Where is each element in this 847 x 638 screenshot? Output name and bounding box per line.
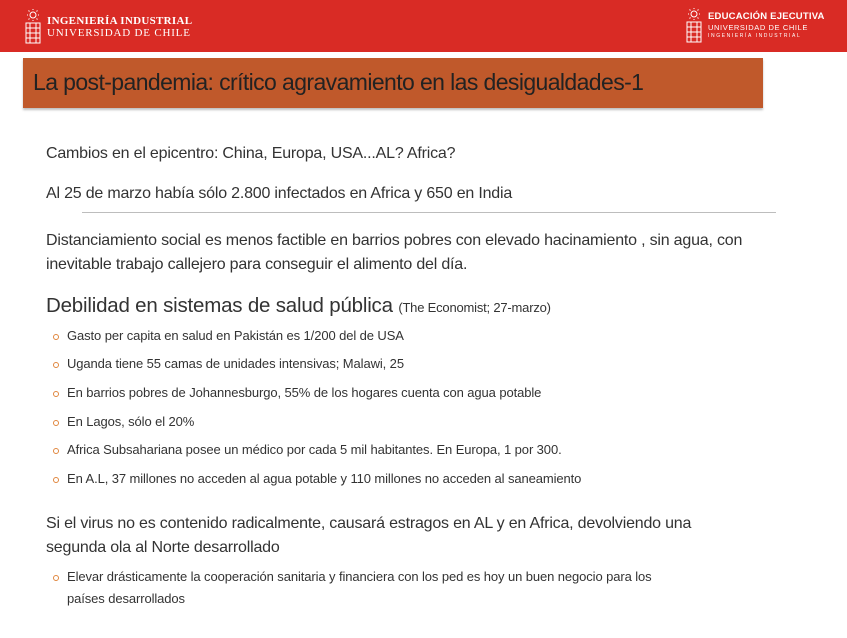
slide-title-bar xyxy=(23,58,763,108)
university-crest-icon xyxy=(24,9,42,45)
list-item: Elevar drásticamente la cooperación sanitaria y financiera con los ped es hoy un buen negocio para los xyxy=(67,569,652,584)
list-item: Gasto per capita en salud en Pakistán es 1/200 del de USA xyxy=(67,328,404,343)
paragraph-conclusion-line1: Si el virus no es contenido radicalmente, causará estragos en AL y en Africa, devolviendo una xyxy=(46,515,692,532)
health-section-heading xyxy=(46,294,551,318)
paragraph-epicenter: Cambios en el epicentro: China, Europa, USA...AL? Africa? xyxy=(46,145,456,162)
list-item: Africa Subsahariana posee un médico por cada 5 mil habitantes. En Europa, 1 por 300. xyxy=(67,442,562,457)
paragraph-distancing-line2: inevitable trabajo callejero para conseguir el alimento del día. xyxy=(46,256,468,273)
ingenieria-industrial-logo xyxy=(24,9,192,45)
health-heading-text: Debilidad en sistemas de salud pública xyxy=(46,294,393,317)
paragraph-conclusion-line2: segunda ola al Norte desarrollado xyxy=(46,539,280,556)
educacion-ejecutiva-logo xyxy=(685,8,825,44)
divider-line xyxy=(82,212,776,213)
list-item: En barrios pobres de Johannesburgo, 55% de los hogares cuenta con agua potable xyxy=(67,385,542,400)
list-item: En A.L, 37 millones no acceden al agua potable y 110 millones no acceden al saneamiento xyxy=(67,471,582,486)
logo-right-line1: EDUCACIÓN EJECUTIVA xyxy=(708,11,825,22)
paragraph-distancing-line1: Distanciamiento social es menos factible en barrios pobres con elevado hacinamiento , sin agua, con xyxy=(46,232,743,249)
logo-left-line1: INGENIERÍA INDUSTRIAL xyxy=(47,15,193,27)
slide-title: La post-pandemia: crítico agravamiento en las desigualdades-1 xyxy=(33,69,644,95)
header-bar xyxy=(0,0,847,52)
university-crest-icon xyxy=(685,8,703,44)
list-item-continuation: países desarrollados xyxy=(67,591,185,606)
logo-left-line2: UNIVERSIDAD DE CHILE xyxy=(47,27,191,39)
list-item: Uganda tiene 55 camas de unidades intensivas; Malawi, 25 xyxy=(67,356,404,371)
logo-right-line3: INGENIERÍA INDUSTRIAL xyxy=(708,33,802,39)
list-item: En Lagos, sólo el 20% xyxy=(67,414,195,429)
health-heading-source: (The Economist; 27-marzo) xyxy=(398,300,551,315)
logo-right-line2: UNIVERSIDAD DE CHILE xyxy=(708,23,808,32)
paragraph-infected: Al 25 de marzo había sólo 2.800 infectados en Africa y 650 en India xyxy=(46,185,513,202)
